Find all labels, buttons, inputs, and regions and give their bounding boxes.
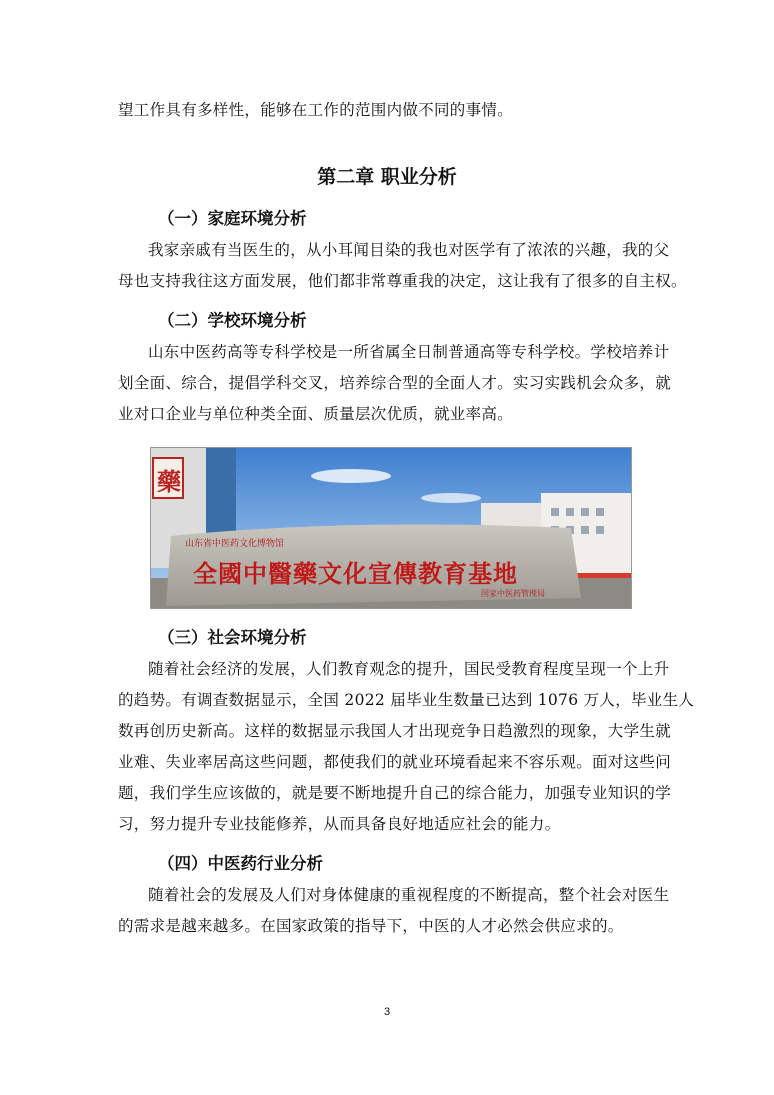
paragraph-line: 的趋势。有调查数据显示，全国 2022 届毕业生数量已达到 1076 万人，毕业生人: [118, 691, 695, 709]
paragraph-line: 业难、失业率居高这些问题，都使我们的就业环境看起来不容乐观。面对这些问: [118, 753, 672, 771]
paragraph-line: 的需求是越来越多。在国家政策的指导下，中医的人才必然会供应求的。: [118, 917, 624, 935]
stone-main-inscription: 全國中醫藥文化宣傳教育基地: [193, 559, 518, 588]
paragraph-line: 山东中医药高等专科学校是一所省属全日制普通高等专科学校。学校培养计: [148, 343, 670, 361]
paragraph-line: 我家亲戚有当医生的，从小耳闻目染的我也对医学有了浓浓的兴趣，我的父: [148, 241, 670, 259]
intro-tail-line: 望工作具有多样性，能够在工作的范围内做不同的事情。: [118, 101, 514, 119]
stone-small-inscription: 山东省中医药文化博物馆: [185, 539, 285, 549]
stone-sign-inscription: 国家中医药管理局: [481, 589, 545, 598]
page-number: 3: [383, 1006, 391, 1018]
section-heading-school: （二）学校环境分析: [158, 311, 307, 330]
paragraph-line: 随着社会的发展及人们对身体健康的重视程度的不断提高，整个社会对医生: [148, 886, 670, 904]
paragraph-line: 业对口企业与单位种类全面、质量层次优质，就业率高。: [118, 405, 514, 423]
paragraph-line: 题，我们学生应该做的，就是要不断地提升自己的综合能力，加强专业知识的学: [118, 784, 672, 802]
paragraph-line: 母也支持我往这方面发展，他们都非常尊重我的决定，这让我有了很多的自主权。: [118, 272, 687, 290]
section-heading-family: （一）家庭环境分析: [158, 209, 307, 228]
chapter-title: 第二章 职业分析: [317, 166, 457, 188]
section-heading-tcm-industry: （四）中医药行业分析: [158, 854, 323, 873]
section-heading-society: （三）社会环境分析: [158, 628, 307, 647]
paragraph-line: 随着社会经济的发展，人们教育观念的提升，国民受教育程度呈现一个上升: [148, 660, 670, 678]
paragraph-line: 习，努力提升专业技能修养，从而具备良好地适应社会的能力。: [118, 815, 561, 833]
paragraph-line: 数再创历史新高。这样的数据显示我国人才出现竞争日趋激烈的现象，大学生就: [118, 722, 672, 740]
campus-stone-photo: [150, 447, 632, 609]
paragraph-line: 划全面、综合，提倡学科交叉，培养综合型的全面人才。实习实践机会众多，就: [118, 374, 672, 392]
building-sign: 藥: [157, 467, 181, 496]
